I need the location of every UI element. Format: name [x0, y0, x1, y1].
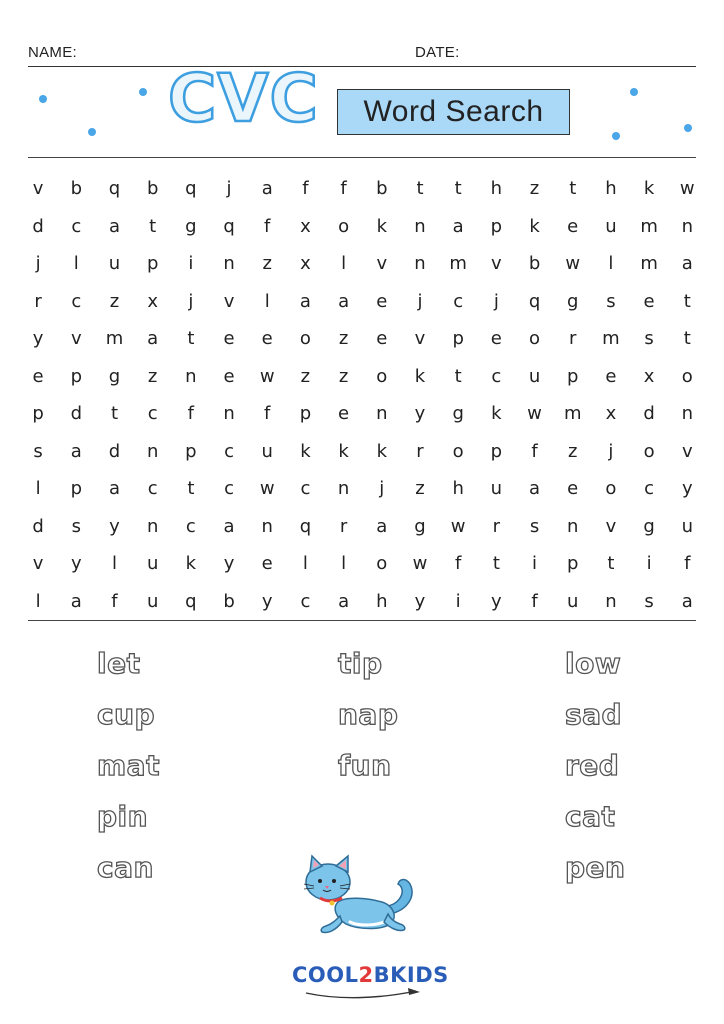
grid-letter: a: [147, 328, 159, 350]
grid-letter: r: [34, 290, 42, 312]
grid-letter: s: [644, 590, 654, 612]
grid-letter: q: [299, 515, 312, 537]
grid-letter: m: [563, 403, 582, 425]
grid-letter: p: [299, 403, 312, 425]
grid-letter: c: [185, 515, 196, 537]
grid-letter: z: [338, 365, 349, 387]
grid-letter: z: [109, 290, 120, 312]
grid-letter: r: [569, 328, 577, 350]
grid-letter: i: [188, 253, 194, 275]
grid-letter: n: [681, 215, 693, 237]
decor-dot: [39, 95, 47, 103]
grid-letter: q: [185, 590, 197, 612]
grid-letter: v: [32, 553, 44, 575]
grid-letter: o: [338, 215, 350, 237]
grid-letter: b: [376, 178, 388, 200]
grid-letter: t: [454, 178, 462, 200]
grid-letter: c: [71, 215, 82, 237]
grid-letter: s: [71, 515, 81, 537]
grid-letter: f: [531, 590, 538, 612]
grid-letter: f: [531, 440, 538, 462]
word-item: tip: [338, 647, 383, 680]
grid-letter: b: [146, 178, 159, 200]
decor-dot: [612, 132, 620, 140]
grid-letter: l: [302, 553, 308, 575]
grid-letter: y: [681, 478, 693, 500]
word-item: can: [97, 851, 154, 884]
grid-letter: r: [339, 515, 348, 537]
grid-letter: o: [643, 440, 655, 462]
grid-letter: a: [681, 253, 693, 275]
grid-letter: k: [376, 440, 387, 462]
grid-letter: s: [606, 290, 616, 312]
grid-letter: v: [605, 515, 617, 537]
grid-letter: b: [70, 178, 82, 200]
word-item: low: [565, 647, 622, 680]
grid-letter: k: [185, 553, 197, 575]
title-cvc: CVC: [168, 60, 319, 137]
grid-letter: k: [338, 440, 349, 462]
cool2bkids-logo: [288, 960, 449, 1002]
grid-letter: v: [32, 178, 44, 200]
grid-letter: a: [108, 215, 120, 237]
grid-letter: d: [108, 440, 121, 462]
grid-letter: q: [223, 215, 235, 237]
grid-letter: b: [223, 590, 235, 612]
grid-letter: a: [338, 590, 350, 612]
grid-letter: m: [602, 328, 620, 350]
grid-letter: h: [452, 478, 464, 500]
grid-letter: p: [185, 440, 197, 462]
grid-letter: u: [490, 478, 503, 500]
word-item: pen: [565, 851, 626, 884]
grid-letter: o: [376, 365, 388, 387]
grid-letter: j: [188, 290, 194, 312]
grid-letter: h: [490, 178, 503, 200]
grid-letter: z: [567, 440, 578, 462]
word-item: fun: [338, 749, 392, 782]
grid-letter: y: [109, 515, 120, 537]
grid-letter: m: [449, 253, 467, 275]
grid-letter: z: [262, 253, 272, 275]
grid-letter: x: [147, 290, 158, 312]
grid-letter: n: [223, 253, 235, 275]
grid-letter: i: [646, 553, 652, 575]
grid-letter: t: [110, 403, 118, 425]
grid-letter: t: [416, 178, 424, 200]
grid-letter: x: [605, 403, 617, 425]
grid-letter: z: [529, 178, 540, 200]
grid-letter: c: [224, 440, 234, 462]
grid-letter: w: [259, 365, 275, 387]
word-item: pin: [97, 800, 149, 833]
grid-letter: h: [605, 178, 617, 200]
grid-letter: c: [453, 290, 464, 312]
grid-letter: q: [528, 290, 541, 312]
grid-letter: t: [187, 328, 195, 350]
grid-letter: k: [643, 178, 655, 200]
word-item: cup: [97, 698, 156, 731]
grid-letter: e: [567, 478, 579, 500]
name-label: NAME:: [28, 44, 78, 61]
grid-letter: v: [414, 328, 426, 350]
grid-letter: a: [223, 515, 235, 537]
word-item: cat: [565, 800, 616, 833]
grid-letter: n: [337, 478, 350, 500]
grid-letter: w: [450, 515, 466, 537]
grid-letter: t: [454, 365, 462, 387]
grid-letter: x: [300, 215, 311, 237]
bottom-divider: [28, 620, 696, 621]
grid-letter: t: [683, 328, 691, 350]
grid-letter: k: [414, 365, 426, 387]
decor-dot: [684, 124, 692, 132]
grid-letter: n: [414, 253, 426, 275]
grid-letter: t: [683, 290, 691, 312]
grid-letter: t: [149, 215, 157, 237]
grid-letter: e: [376, 290, 388, 312]
grid-letter: e: [376, 328, 388, 350]
grid-letter: f: [111, 590, 118, 612]
grid-letter: a: [299, 290, 311, 312]
grid-letter: n: [414, 215, 426, 237]
grid-letter: w: [679, 178, 695, 200]
grid-letter: f: [454, 553, 462, 575]
word-item: mat: [97, 749, 160, 782]
grid-letter: o: [376, 553, 388, 575]
grid-letter: c: [644, 478, 655, 500]
grid-letter: r: [492, 515, 501, 537]
grid-letter: y: [32, 328, 44, 350]
grid-letter: y: [261, 590, 273, 612]
grid-letter: i: [455, 590, 461, 612]
grid-letter: o: [681, 365, 693, 387]
grid-letter: b: [528, 253, 541, 275]
grid-letter: n: [223, 403, 235, 425]
grid-letter: g: [452, 403, 464, 425]
word-item: nap: [338, 698, 399, 731]
title-word-search: Word Search: [337, 89, 570, 135]
decor-dot: [630, 88, 638, 96]
grid-letter: d: [32, 215, 44, 237]
grid-letter: e: [261, 328, 273, 350]
grid-letter: g: [414, 515, 426, 537]
grid-letter: m: [640, 215, 658, 237]
grid-letter: u: [146, 553, 159, 575]
grid-letter: s: [529, 515, 540, 537]
grid-letter: a: [108, 478, 120, 500]
grid-letter: y: [223, 553, 235, 575]
grid-letter: c: [147, 478, 158, 500]
grid-letter: a: [70, 590, 82, 612]
grid-letter: f: [302, 178, 309, 200]
grid-letter: h: [376, 590, 388, 612]
grid-letter: s: [644, 328, 654, 350]
grid-letter: c: [300, 478, 311, 500]
grid-letter: t: [187, 478, 195, 500]
grid-letter: v: [376, 253, 388, 275]
grid-letter: w: [259, 478, 275, 500]
decor-dot: [88, 128, 96, 136]
grid-letter: x: [300, 253, 311, 275]
grid-letter: g: [643, 515, 655, 537]
grid-letter: d: [32, 515, 44, 537]
grid-letter: e: [605, 365, 617, 387]
grid-letter: n: [681, 403, 693, 425]
grid-letter: q: [108, 178, 121, 200]
grid-letter: a: [70, 440, 82, 462]
grid-letter: f: [340, 178, 347, 200]
grid-letter: f: [264, 403, 271, 425]
grid-letter: o: [452, 440, 464, 462]
grid-letter: e: [223, 365, 235, 387]
grid-letter: j: [417, 290, 423, 312]
grid-letter: z: [147, 365, 158, 387]
grid-letter: n: [261, 515, 273, 537]
grid-letter: c: [147, 403, 158, 425]
grid-letter: l: [264, 290, 270, 312]
grid-letter: p: [567, 553, 579, 575]
logo-text: COOL2BKIDS: [292, 963, 449, 987]
grid-letter: p: [452, 328, 464, 350]
grid-letter: p: [490, 440, 503, 462]
grid-letter: e: [261, 553, 273, 575]
grid-letter: e: [32, 365, 44, 387]
grid-letter: l: [608, 253, 614, 275]
grid-letter: o: [529, 328, 541, 350]
grid-letter: q: [185, 178, 197, 200]
grid-letter: u: [567, 590, 579, 612]
grid-letter: e: [490, 328, 502, 350]
grid-letter: k: [491, 403, 502, 425]
grid-letter: p: [70, 365, 82, 387]
grid-letter: u: [146, 590, 159, 612]
grid-letter: z: [338, 328, 349, 350]
grid-letter: z: [300, 365, 311, 387]
grid-letter: j: [35, 253, 41, 275]
grid-letter: g: [567, 290, 579, 312]
grid-letter: w: [565, 253, 581, 275]
grid-letter: y: [414, 403, 426, 425]
grid-letter: m: [640, 253, 658, 275]
grid-letter: v: [491, 253, 502, 275]
grid-letter: l: [35, 590, 41, 612]
letter-grid: [19, 170, 707, 620]
grid-letter: d: [643, 403, 655, 425]
word-item: red: [565, 749, 620, 782]
grid-letter: s: [33, 440, 43, 462]
grid-letter: f: [187, 403, 195, 425]
grid-letter: k: [300, 440, 311, 462]
grid-letter: g: [185, 215, 197, 237]
grid-letter: w: [412, 553, 428, 575]
header-line: [28, 42, 696, 67]
grid-letter: u: [261, 440, 273, 462]
grid-letter: n: [185, 365, 197, 387]
grid-letter: v: [681, 440, 693, 462]
grid-letter: f: [684, 553, 691, 575]
grid-letter: a: [681, 590, 693, 612]
grid-letter: z: [415, 478, 425, 500]
grid-letter: c: [224, 478, 234, 500]
grid-letter: t: [492, 553, 500, 575]
grid-letter: n: [567, 515, 579, 537]
grid-letter: a: [376, 515, 388, 537]
grid-letter: o: [605, 478, 617, 500]
word-item: let: [97, 647, 141, 680]
grid-letter: y: [491, 590, 502, 612]
grid-letter: w: [527, 403, 542, 425]
grid-letter: n: [376, 403, 388, 425]
grid-letter: u: [681, 515, 693, 537]
decor-dot: [139, 88, 147, 96]
grid-letter: v: [223, 290, 235, 312]
grid-letter: f: [264, 215, 271, 237]
grid-letter: l: [73, 253, 79, 275]
grid-letter: p: [490, 215, 503, 237]
grid-letter: j: [493, 290, 499, 312]
grid-letter: e: [643, 290, 655, 312]
grid-letter: a: [529, 478, 541, 500]
grid-letter: a: [338, 290, 350, 312]
grid-letter: j: [379, 478, 385, 500]
grid-letter: l: [341, 253, 347, 275]
grid-letter: e: [567, 215, 579, 237]
pencil-swoosh-icon: [288, 960, 440, 1002]
grid-letter: l: [341, 553, 347, 575]
grid-letter: n: [146, 440, 159, 462]
grid-letter: r: [416, 440, 424, 462]
grid-letter: p: [567, 365, 579, 387]
grid-letter: e: [338, 403, 350, 425]
grid-letter: t: [607, 553, 615, 575]
grid-letter: e: [223, 328, 235, 350]
grid-letter: d: [70, 403, 82, 425]
grid-letter: t: [569, 178, 577, 200]
grid-letter: j: [226, 178, 232, 200]
grid-letter: g: [108, 365, 121, 387]
grid-letter: j: [608, 440, 614, 462]
grid-letter: p: [32, 403, 44, 425]
grid-letter: n: [146, 515, 159, 537]
grid-letter: c: [71, 290, 82, 312]
grid-letter: i: [532, 553, 538, 575]
grid-letter: p: [70, 478, 82, 500]
grid-letter: c: [300, 590, 311, 612]
grid-letter: a: [452, 215, 464, 237]
grid-letter: a: [261, 178, 273, 200]
grid-letter: u: [108, 253, 121, 275]
date-label: DATE:: [415, 44, 460, 61]
grid-letter: p: [146, 253, 159, 275]
grid-letter: y: [70, 553, 82, 575]
top-divider: [28, 157, 696, 158]
grid-letter: c: [491, 365, 502, 387]
grid-letter: o: [299, 328, 311, 350]
grid-letter: u: [605, 215, 617, 237]
grid-letter: u: [528, 365, 541, 387]
grid-letter: y: [414, 590, 426, 612]
grid-letter: k: [529, 215, 540, 237]
grid-letter: v: [70, 328, 82, 350]
grid-letter: l: [35, 478, 41, 500]
cat-illustration: [298, 852, 428, 942]
grid-letter: m: [105, 328, 124, 350]
grid-letter: x: [643, 365, 655, 387]
grid-letter: k: [376, 215, 387, 237]
word-item: sad: [565, 698, 623, 731]
grid-letter: n: [605, 590, 617, 612]
grid-letter: l: [111, 553, 117, 575]
